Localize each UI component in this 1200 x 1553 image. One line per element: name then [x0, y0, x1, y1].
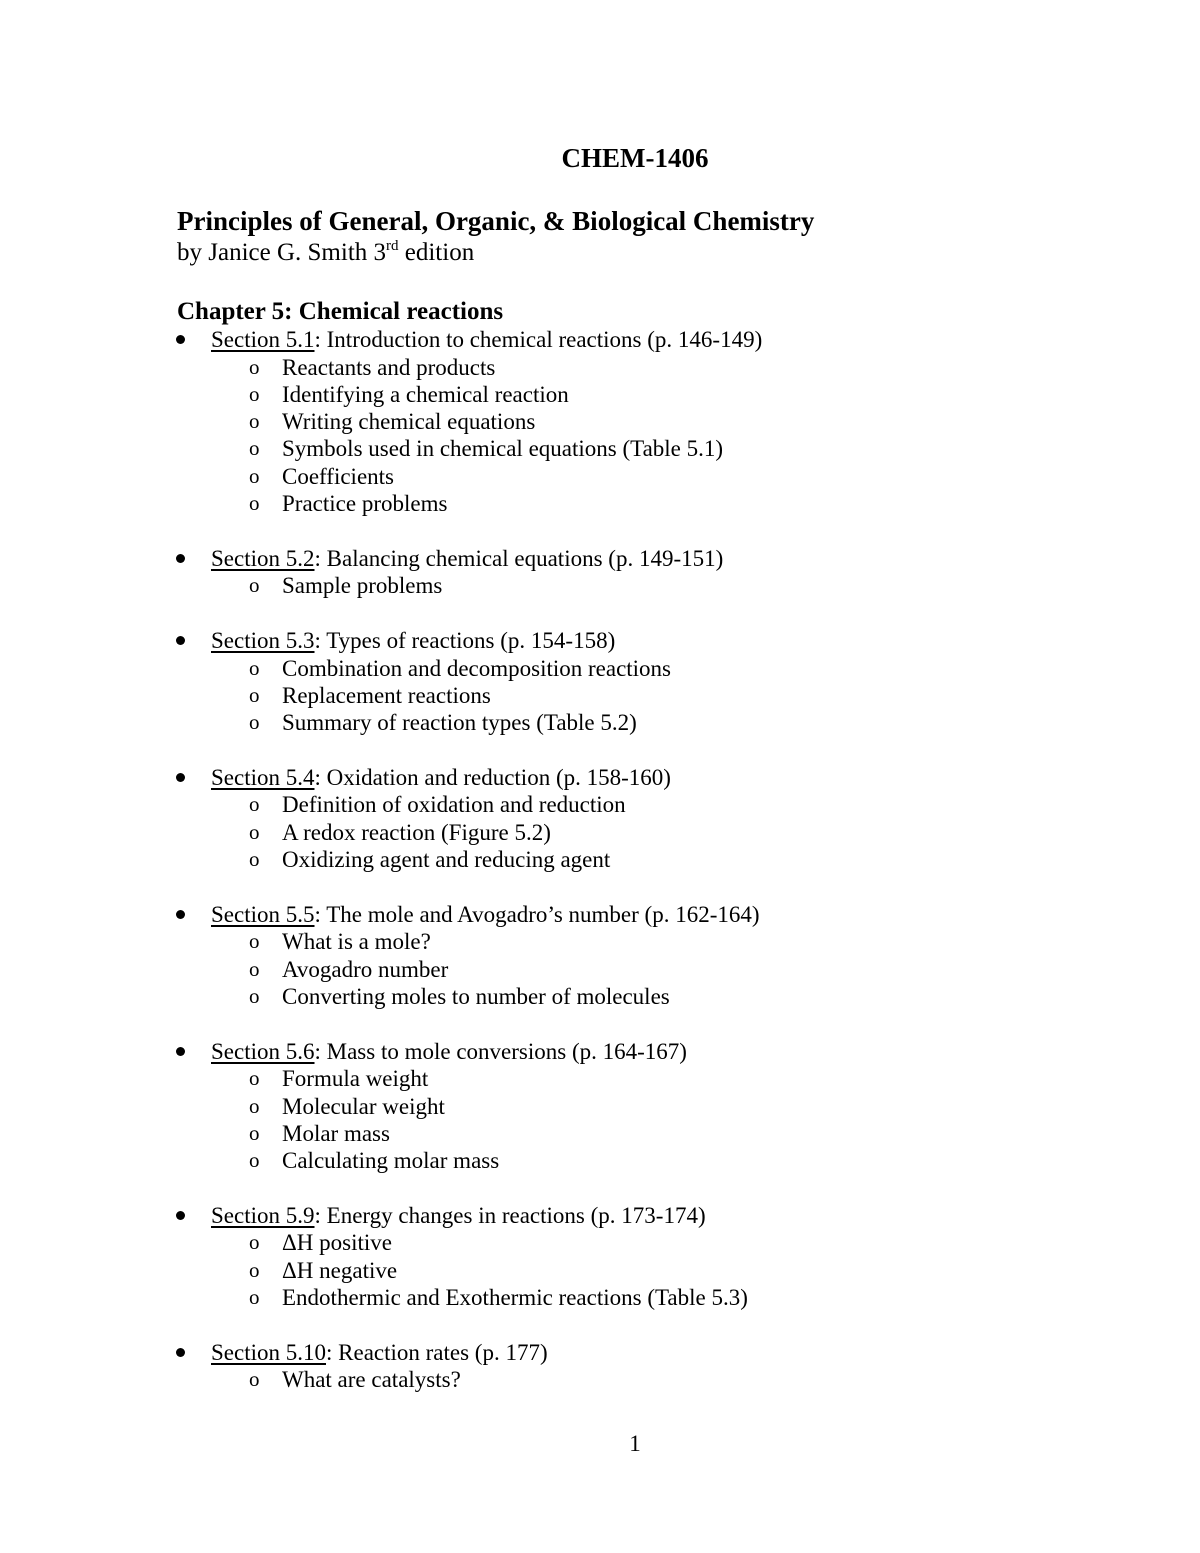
section-heading-text — [211, 764, 671, 792]
section-title: : Oxidation and reduction (p. 158-160) — [314, 764, 671, 790]
sub-topic-text: Symbols used in chemical equations (Table 5.1) — [282, 436, 724, 462]
circle-bullet-icon: o — [249, 682, 260, 707]
sub-topic-item — [177, 1284, 1077, 1311]
book-author — [177, 237, 474, 269]
sub-topic-item — [177, 1366, 1077, 1393]
circle-bullet-icon: o — [249, 655, 260, 680]
section-heading — [177, 1038, 1077, 1066]
section-block — [177, 1202, 1077, 1311]
sub-topic-item — [177, 1257, 1077, 1284]
section-title: : Types of reactions (p. 154-158) — [314, 628, 616, 654]
chapter-title: Chapter 5: Chemical reactions — [177, 298, 504, 325]
section-title: : Reaction rates (p. 177) — [326, 1339, 548, 1365]
book-title: Principles of General, Organic, & Biological Chemistry — [177, 206, 815, 236]
sub-topic-text: Coefficients — [282, 463, 394, 489]
sub-topic-text: Oxidizing agent and reducing agent — [282, 847, 611, 873]
section-label: Section 5.2 — [211, 545, 315, 571]
sub-topic-item — [177, 709, 1077, 736]
sub-topic-item — [177, 1065, 1077, 1092]
circle-bullet-icon: o — [249, 983, 260, 1008]
circle-bullet-icon: o — [249, 847, 260, 872]
section-block — [177, 545, 1077, 600]
circle-bullet-icon: o — [249, 490, 260, 515]
section-block — [177, 1339, 1077, 1394]
circle-bullet-icon: o — [249, 354, 260, 379]
sub-topic-item — [177, 956, 1077, 983]
section-heading-text — [211, 326, 762, 354]
sub-topic-item — [177, 1120, 1077, 1147]
sub-topic-text: ΔH positive — [282, 1230, 392, 1256]
section-title: : Energy changes in reactions (p. 173-174) — [314, 1202, 706, 1228]
sub-topic-text: Reactants and products — [282, 354, 496, 380]
section-block — [177, 764, 1077, 873]
sub-topic-item — [177, 463, 1077, 490]
circle-bullet-icon: o — [249, 1367, 260, 1392]
page-number: 1 — [629, 1431, 641, 1456]
sub-topic-item — [177, 846, 1077, 873]
sub-topic-text: Molar mass — [282, 1120, 390, 1146]
circle-bullet-icon: o — [249, 1066, 260, 1091]
sub-topic-text: Converting moles to number of molecules — [282, 983, 670, 1009]
sub-topic-item — [177, 490, 1077, 517]
sub-topic-text: Formula weight — [282, 1066, 429, 1092]
sub-topic-item — [177, 572, 1077, 599]
sub-topic-item — [177, 682, 1077, 709]
sub-topic-text: Sample problems — [282, 573, 443, 599]
section-title: : Introduction to chemical reactions (p. 146-149) — [314, 327, 763, 352]
section-block — [177, 1038, 1077, 1175]
circle-bullet-icon: o — [249, 956, 260, 981]
circle-bullet-icon: o — [249, 409, 260, 434]
section-block — [177, 627, 1077, 736]
sub-topic-item — [177, 354, 1077, 381]
sub-topic-text: Writing chemical equations — [282, 409, 536, 435]
section-label: Section 5.3 — [211, 628, 315, 654]
section-title: : Balancing chemical equations (p. 149-151) — [314, 545, 724, 571]
circle-bullet-icon: o — [249, 1230, 260, 1255]
author-suffix: edition — [398, 239, 475, 266]
sub-topic-text: Summary of reaction types (Table 5.2) — [282, 710, 637, 736]
circle-bullet-icon: o — [249, 436, 260, 461]
section-label: Section 5.9 — [211, 1202, 315, 1228]
sub-topic-text: Practice problems — [282, 490, 448, 516]
sub-topic-text: Calculating molar mass — [282, 1148, 500, 1174]
circle-bullet-icon: o — [249, 1093, 260, 1118]
circle-bullet-icon: o — [249, 929, 260, 954]
section-label: Section 5.4 — [211, 764, 315, 790]
circle-bullet-icon: o — [249, 1257, 260, 1282]
sub-topic-text: Endothermic and Exothermic reactions (Table 5.3) — [282, 1285, 748, 1311]
author-prefix: by Janice G. Smith 3 — [177, 239, 387, 266]
sub-topic-item — [177, 381, 1077, 408]
section-heading — [177, 627, 1077, 655]
section-heading-text — [211, 1202, 706, 1230]
section-heading — [177, 326, 1077, 354]
section-heading — [177, 764, 1077, 792]
sub-topic-item — [177, 819, 1077, 846]
sub-topic-item — [177, 1147, 1077, 1174]
section-list — [177, 326, 1077, 1421]
circle-bullet-icon: o — [249, 1148, 260, 1173]
section-label: Section 5.5 — [211, 901, 315, 927]
section-heading — [177, 1339, 1077, 1367]
sub-topic-item — [177, 791, 1077, 818]
section-title: : Mass to mole conversions (p. 164-167) — [314, 1038, 687, 1064]
section-label: Section 5.6 — [211, 1038, 315, 1064]
sub-topic-item — [177, 928, 1077, 955]
sub-topic-text: ΔH negative — [282, 1257, 398, 1283]
section-heading-text — [211, 627, 615, 655]
section-label: Section 5.1 — [211, 327, 315, 352]
edition-superscript: rd — [386, 238, 399, 254]
circle-bullet-icon: o — [249, 1285, 260, 1310]
circle-bullet-icon: o — [249, 710, 260, 735]
sub-topic-text: Avogadro number — [282, 956, 449, 982]
circle-bullet-icon: o — [249, 792, 260, 817]
sub-topic-item — [177, 408, 1077, 435]
section-heading — [177, 1202, 1077, 1230]
sub-topic-item — [177, 655, 1077, 682]
sub-topic-item — [177, 1093, 1077, 1120]
section-title: : The mole and Avogadro’s number (p. 162-164) — [314, 901, 760, 927]
circle-bullet-icon: o — [249, 381, 260, 406]
sub-topic-text: Definition of oxidation and reduction — [282, 792, 626, 818]
section-heading — [177, 545, 1077, 573]
circle-bullet-icon: o — [249, 1120, 260, 1145]
sub-topic-item — [177, 435, 1077, 462]
circle-bullet-icon: o — [249, 463, 260, 488]
sub-topic-text: What is a mole? — [282, 929, 431, 955]
section-heading-text — [211, 1339, 548, 1367]
sub-topic-item — [177, 1229, 1077, 1256]
sub-topic-text: What are catalysts? — [282, 1367, 461, 1393]
sub-topic-text: Combination and decomposition reactions — [282, 655, 672, 681]
section-heading — [177, 901, 1077, 929]
sub-topic-text: Replacement reactions — [282, 682, 491, 708]
section-block — [177, 901, 1077, 1010]
section-block — [177, 326, 1077, 517]
section-heading-text — [211, 901, 760, 929]
sub-topic-text: A redox reaction (Figure 5.2) — [282, 819, 551, 845]
sub-topic-item — [177, 983, 1077, 1010]
section-heading-text — [211, 545, 723, 573]
sub-topic-text: Identifying a chemical reaction — [282, 381, 569, 407]
section-label: Section 5.10 — [211, 1339, 326, 1365]
circle-bullet-icon: o — [249, 573, 260, 598]
circle-bullet-icon: o — [249, 819, 260, 844]
sub-topic-text: Molecular weight — [282, 1093, 445, 1119]
section-heading-text — [211, 1038, 687, 1066]
course-code: CHEM-1406 — [561, 143, 709, 173]
